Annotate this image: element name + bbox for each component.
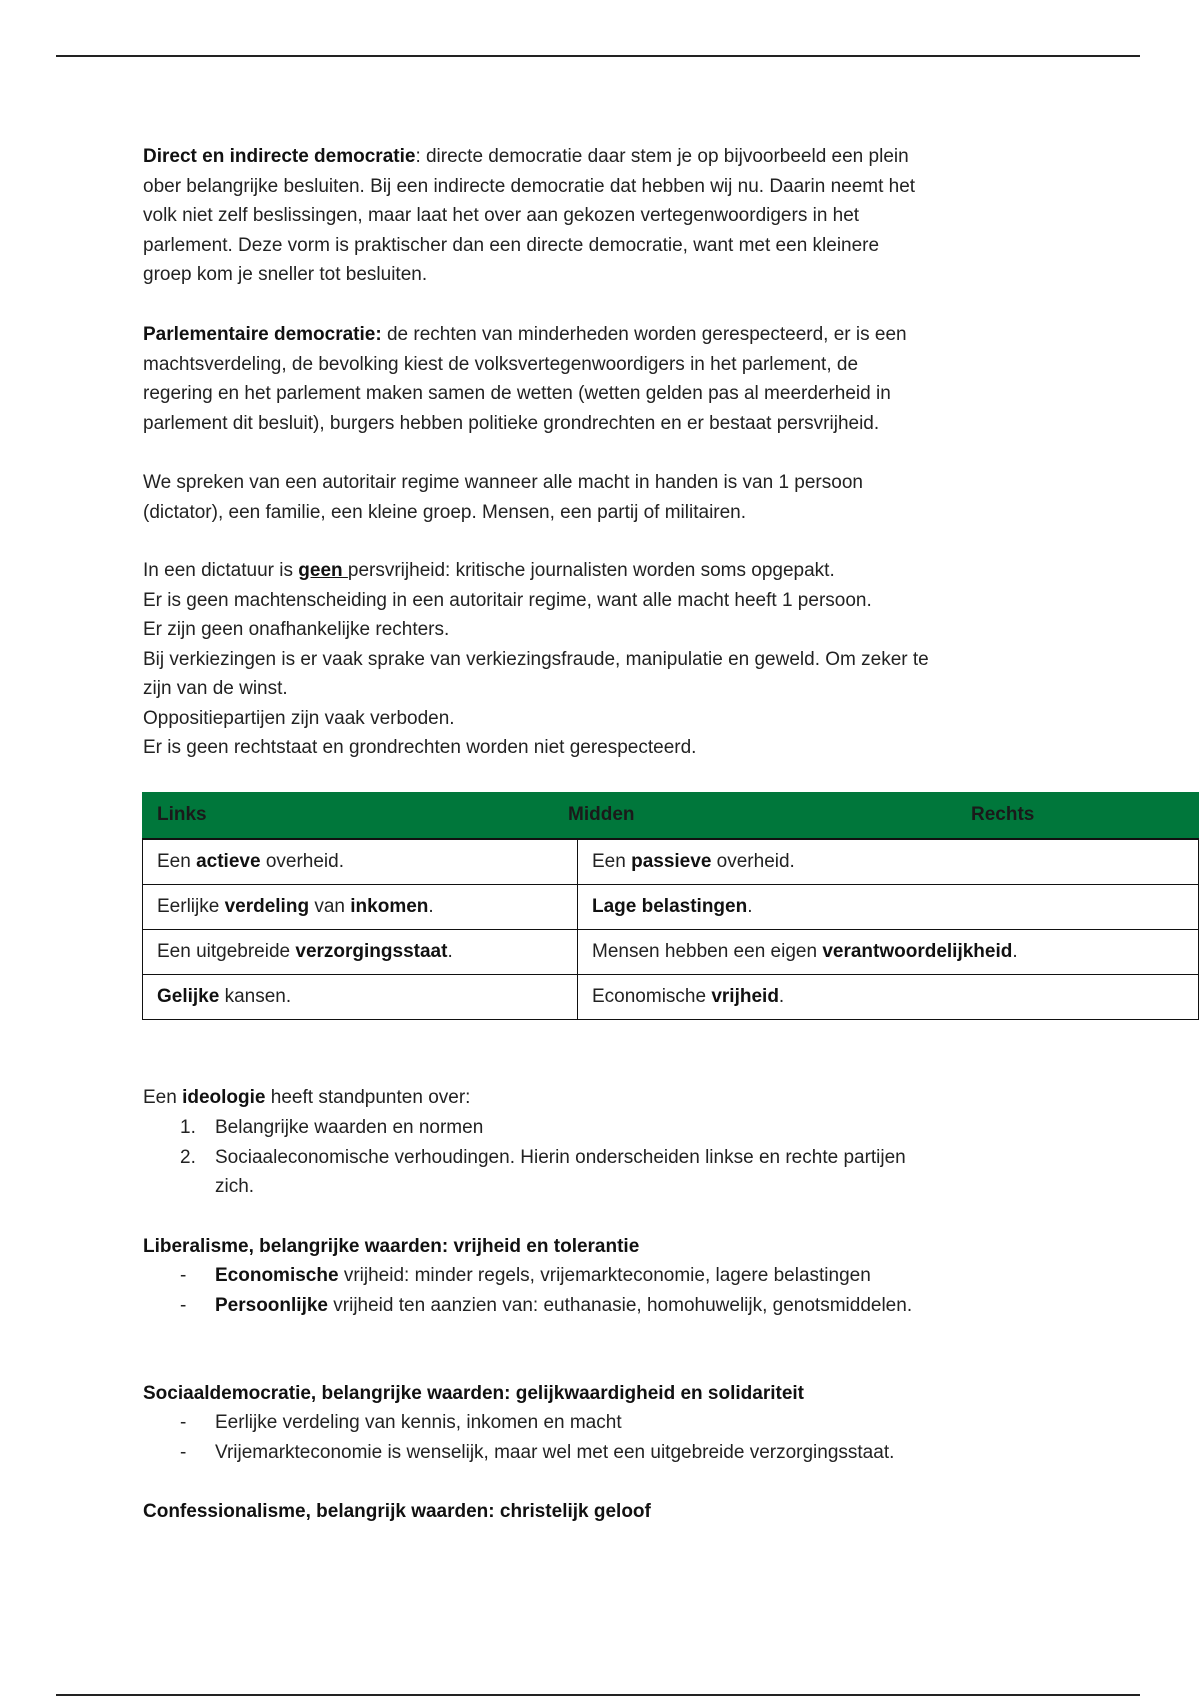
cell-rechts [578,930,1199,975]
heading-sociaaldemocratie [143,1379,804,1409]
list-item [143,1143,906,1202]
text: Bij verkiezingen is er vaak sprake van verkiezingsfraude, manipulatie en geweld. Om zeker te [143,648,929,670]
bold-text: Sociaaldemocratie, belangrijke waarden: gelijkwaardigheid en solidariteit [143,1383,804,1404]
bold-text: Confessionalisme, belangrijk waarden: christelijk geloof [143,1501,651,1522]
list-ideologie [143,1113,906,1202]
table-header-row [143,793,1199,840]
text-line [143,350,907,380]
text: heeft standpunten over: [265,1087,471,1108]
list-marker: - [180,1441,187,1463]
text-line [143,674,929,704]
text: Een uitgebreide [157,941,296,962]
bold-text: verantwoordelijkheid [822,941,1013,962]
text-line [215,1438,894,1468]
list-liberalisme [143,1261,912,1320]
text: Er is geen machtenscheiding in een autoritair regime, want alle macht heeft 1 persoon. [143,589,872,611]
bold-text: Persoonlijke [215,1294,328,1316]
text: ober belangrijke besluiten. Bij een indirecte democratie dat hebben wij nu. Daarin neemt het [143,175,916,197]
text: parlement dit besluit), burgers hebben politieke grondrechten en er bestaat persvrijheid. [143,412,880,434]
text-line [215,1408,894,1438]
list-item [143,1113,906,1143]
text: Een [143,1087,183,1108]
text: We spreken van een autoritair regime wanneer alle macht in handen is van 1 persoon [143,472,863,493]
text: van [309,896,351,917]
text: Sociaaleconomische verhoudingen. Hierin onderscheiden linkse en rechte partijen [215,1146,906,1168]
text: overheid. [711,851,795,872]
bold-text: ideologie [182,1087,266,1108]
table-row [143,885,1199,930]
bold-text: Direct en indirecte democratie [143,146,416,167]
cell-rechts [578,885,1199,930]
table-row [143,975,1199,1020]
text: Economische [592,986,712,1007]
text: Een [157,851,197,872]
text: Er zijn geen onafhankelijke rechters. [143,619,450,640]
paragraph-parlementaire-democratie [143,320,907,438]
bold-text: inkomen [350,896,429,917]
text: . [778,986,785,1007]
text: In een dictatuur is [143,560,299,581]
text: : directe democratie daar stem je op bijvoorbeeld een plein [415,146,909,167]
links-rechts-table [142,792,1199,1020]
heading-confessionalisme [143,1497,651,1527]
text: vrijheid ten aanzien van: euthanasie, homohuwelijk, genotsmiddelen. [328,1294,913,1316]
list-item [143,1408,894,1438]
text: . [447,941,453,962]
cell-links [143,975,578,1020]
bold-text: Economische [215,1265,339,1286]
list-marker: - [180,1412,187,1433]
text-line [143,586,929,616]
text: zich. [215,1176,255,1197]
text-line [215,1113,906,1143]
table-row [143,839,1199,885]
paragraph-autoritair-regime [143,468,863,527]
paragraph-ideologie [143,1083,470,1113]
cell-rechts [578,839,1199,885]
text: . [428,896,434,917]
text-line [143,1232,639,1262]
paragraph-dictatuur [143,556,929,763]
text: Eerlijke [157,896,225,917]
list-marker: - [180,1265,187,1286]
header-links: Links [157,804,207,825]
text-line [143,1379,804,1409]
header-rule [56,55,1140,57]
text-line [143,704,929,734]
text-line [215,1291,912,1321]
text-line [143,201,915,231]
list-item [143,1291,912,1321]
list-sociaaldemocratie [143,1408,894,1467]
footer-rule [56,1694,1140,1696]
bold-text: Lage belastingen [592,896,748,917]
text: regering en het parlement maken samen de wetten (wetten gelden pas al meerderheid in [143,383,891,404]
text-line [215,1143,906,1173]
text-line [143,320,907,350]
bold-text: actieve [196,851,261,872]
bold-text [298,560,348,581]
bold-text: Gelijke [157,986,220,1007]
text: machtsverdeling, de bevolking kiest de volksvertegenwoordigers in het parlement, de [143,353,859,375]
text-line [143,498,863,528]
list-marker: 1. [180,1117,196,1138]
text: parlement. Deze vorm is praktischer dan een directe democratie, want met een kleinere [143,234,880,256]
text-line [143,260,915,290]
text-line [143,733,929,763]
text-line [143,1497,651,1527]
cell-rechts [578,975,1199,1020]
cell-links [143,839,578,885]
text: overheid. [260,851,344,872]
heading-liberalisme [143,1232,639,1262]
bold-text: verdeling [224,896,310,917]
text: Oppositiepartijen zijn vaak verboden. [143,707,455,729]
text: kansen. [219,986,292,1007]
table-row [143,930,1199,975]
text: Eerlijke verdeling van kennis, inkomen en macht [215,1412,622,1433]
text: Mensen hebben een eigen [592,941,823,962]
header-midden: Midden [568,804,635,825]
text: de rechten van minderheden worden gerespecteerd, er is een [381,324,907,345]
text: Belangrijke waarden en normen [215,1117,484,1138]
text-line [215,1261,912,1291]
text-line [143,409,907,439]
text-line [143,615,929,645]
text: Een [592,851,632,872]
text: (dictator), een familie, een kleine groep. Mensen, een partij of militairen. [143,501,747,523]
text-line [143,556,929,586]
list-item [143,1438,894,1468]
cell-links [143,930,578,975]
text-line [143,1083,470,1113]
text: Er is geen rechtstaat en grondrechten worden niet gerespecteerd. [143,737,697,758]
bold-text: vrijheid [711,986,779,1007]
text-line [143,172,915,202]
text-line [143,231,915,261]
text: zijn van de winst. [143,678,288,699]
underlined-text: geen [298,560,348,581]
bold-text: Liberalisme, belangrijke waarden: vrijheid en tolerantie [143,1236,640,1257]
text: persvrijheid: kritische journalisten worden soms opgepakt. [347,560,835,581]
text-line [143,468,863,498]
list-item [143,1261,912,1291]
bold-text: Parlementaire democratie: [143,324,382,345]
cell-links [143,885,578,930]
text: . [747,896,753,917]
text: volk niet zelf beslissingen, maar laat het over aan gekozen vertegenwoordigers in het [143,205,860,226]
text-line [143,379,907,409]
bold-text: verzorgingsstaat [295,941,448,962]
text: groep kom je sneller tot besluiten. [143,264,428,285]
text: Vrijemarkteconomie is wenselijk, maar wel met een uitgebreide verzorgingsstaat. [215,1441,895,1463]
text-line [143,142,915,172]
text-line [143,645,929,675]
paragraph-direct-indirecte-democratie [143,142,915,290]
text: vrijheid: minder regels, vrijemarkteconomie, lagere belastingen [338,1265,871,1286]
list-marker: 2. [180,1146,196,1168]
text-line [215,1172,906,1202]
list-marker: - [180,1294,187,1316]
header-rechts: Rechts [971,804,1035,825]
bold-text: passieve [631,851,712,872]
text: . [1012,941,1018,962]
